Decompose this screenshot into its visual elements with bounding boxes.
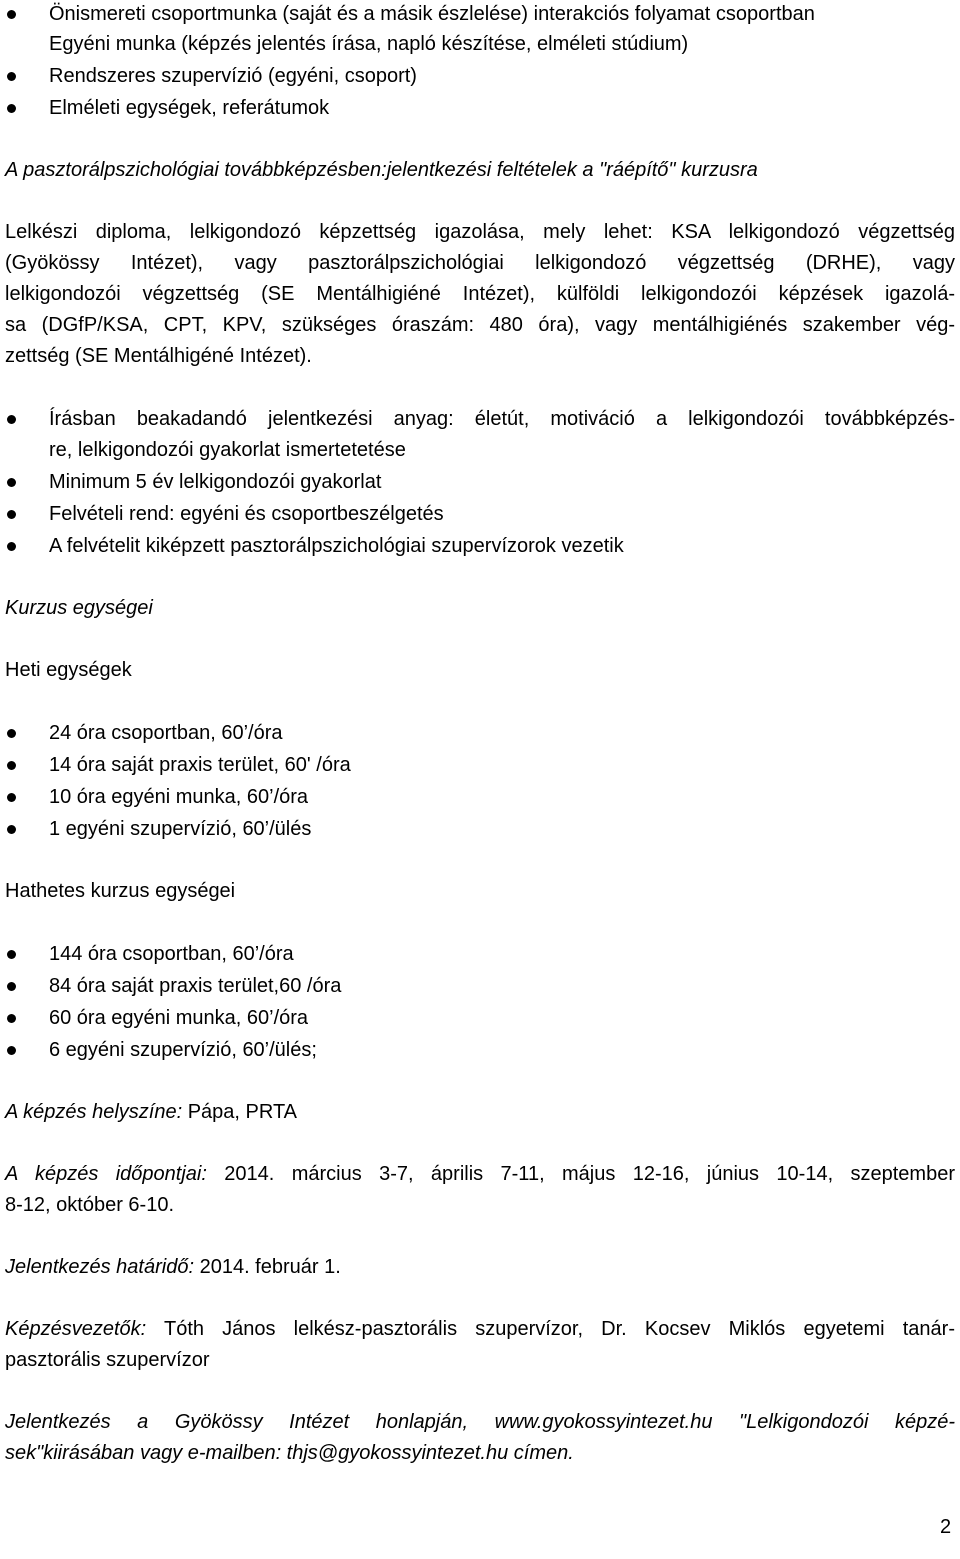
requirement-item: A felvételit kiképzett pasztorálpszichológiai szupervízorok vezetik (49, 531, 955, 562)
admission-paragraph-line: zettség (SE Mentálhigéné Intézet). (5, 345, 312, 367)
admission-heading: A pasztorálpszichológiai továbbképzésben:jelentkezési feltételek a "ráépítő" kurzusra (5, 159, 758, 181)
dates-line (5, 1159, 955, 1190)
location-value: Pápa, PRTA (182, 1101, 298, 1123)
deadline-value: 2014. február 1. (194, 1256, 341, 1278)
application-line: Jelentkezés a Gyökössy Intézet honlapján, www.gyokossyintezet.hu "Lelkigondozói képzé- (5, 1411, 955, 1433)
location-line (5, 1097, 955, 1128)
leaders-label: Képzésvezetők: (5, 1318, 147, 1340)
requirement-item-continuation: re, lelkigondozói gyakorlat ismertetetése (49, 439, 406, 461)
sixweek-heading: Hathetes kurzus egységei (5, 880, 236, 902)
admission-paragraph-line: Lelkészi diploma, lelkigondozó képzettség igazolása, mely lehet: KSA lelkigondozó végzettség (5, 221, 955, 243)
leaders-line (5, 1314, 955, 1345)
leaders-value: Tóth János lelkész-pasztorális szupervízor, Dr. Kocsev Miklós egyetemi tanár- (146, 1318, 955, 1340)
bullet-item: Elméleti egységek, referátumok (49, 93, 955, 124)
weekly-heading: Heti egységek (5, 659, 132, 681)
application-line-2: sek"kiirásában vagy e-mailben: thjs@gyokossyintezet.hu címen. (5, 1442, 574, 1464)
weekly-item: 10 óra egyéni munka, 60’/óra (49, 782, 955, 813)
admission-paragraph-line: (Gyökössy Intézet), vagy pasztorálpszichológiai lelkigondozó végzettség (DRHE), vagy (5, 252, 955, 274)
requirement-item: Minimum 5 év lelkigondozói gyakorlat (49, 467, 955, 498)
deadline-line (5, 1252, 955, 1283)
units-heading: Kurzus egységei (5, 597, 153, 619)
bullet-item: Önismereti csoportmunka (saját és a másik észlelése) interakciós folyamat csoportban (49, 0, 955, 30)
location-label: A képzés helyszíne: (5, 1101, 183, 1123)
weekly-item: 24 óra csoportban, 60’/óra (49, 718, 955, 749)
sixweek-item: 144 óra csoportban, 60’/óra (49, 939, 955, 970)
admission-paragraph-line: sa (DGfP/KSA, CPT, KPV, szükséges óraszám: 480 óra), vagy mentálhigiénés szakember vég- (5, 314, 955, 336)
deadline-label: Jelentkezés határidő: (5, 1256, 195, 1278)
weekly-item: 14 óra saját praxis terület, 60' /óra (49, 750, 955, 781)
requirement-item: Írásban beakadandó jelentkezési anyag: életút, motiváció a lelkigondozói továbbképzés- (49, 404, 955, 435)
dates-value: 2014. március 3-7, április 7-11, május 12-16, június 10-14, szeptember (206, 1163, 955, 1185)
sixweek-item: 6 egyéni szupervízió, 60’/ülés; (49, 1035, 955, 1066)
requirement-item: Felvételi rend: egyéni és csoportbeszélgetés (49, 499, 955, 530)
bullet-item: Rendszeres szupervízió (egyéni, csoport) (49, 61, 955, 92)
bullet-item: Egyéni munka (képzés jelentés írása, napló készítése, elméleti stúdium) (49, 33, 689, 55)
weekly-item: 1 egyéni szupervízió, 60’/ülés (49, 814, 955, 845)
dates-label: A képzés időpontjai: (5, 1163, 207, 1185)
admission-paragraph-line: lelkigondozói végzettség (SE Mentálhigiéné Intézet), külföldi lelkigondozói képzések igazolá- (5, 283, 955, 305)
page-number: 2 (940, 1516, 952, 1538)
dates-line-2: 8-12, október 6-10. (5, 1194, 174, 1216)
leaders-line-2: pasztorális szupervízor (5, 1349, 210, 1371)
sixweek-item: 84 óra saját praxis terület,60 /óra (49, 971, 955, 1002)
sixweek-item: 60 óra egyéni munka, 60’/óra (49, 1003, 955, 1034)
